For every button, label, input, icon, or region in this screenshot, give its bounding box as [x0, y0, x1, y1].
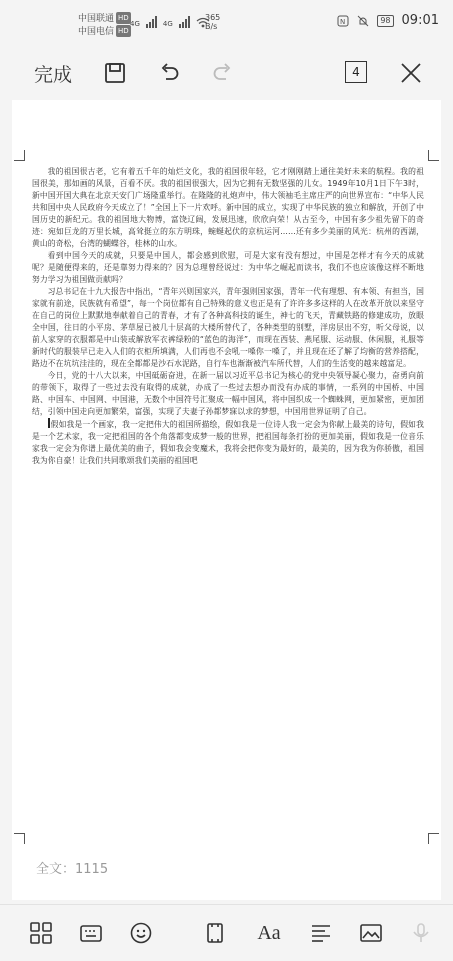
- paragraph: 习总书记在十九大报告中指出，“青年兴则国家兴，青年强则国家强，青年一代有理想、有本领、有担当，国家就有前途，民族就有希望”，每一个岗位都有自己特殊的意义也正是有了许许多多这样的人在改革开放以来坚守在自己的岗位上默默地奉献着自己的青春，才有了各种高科技的诞生，神七的飞天，青藏铁路的修建成功，放眼全中国，往日的小平房、茅草屋已被几十层高的大楼所替代了，各种类型的别墅，洋房层出不穷，听父母说，以前人家穿的衣服都是中山装或解放军衣裤绿粉的“蓝色的海洋”，而现在西装、燕尾服、运动服、休闲服，礼服等新时代的服装早已走入人们的衣柜所填满，人们再也不会吼一嗓你一嗓了，并且现在还了解了均衡的营养搭配，路边不在坑坑洼洼的，现在全都都是沙石水泥路，自行车也渐渐被汽车所代替，人们的生活变的越来越富足。: [32, 287, 424, 368]
- mic-icon[interactable]: [406, 918, 436, 948]
- document-page[interactable]: [12, 100, 441, 900]
- carrier-1: 中国联通: [78, 14, 115, 24]
- layout-icon[interactable]: [26, 918, 56, 948]
- paragraph: 我的祖国很古老，它有着五千年的灿烂文化，我的祖国很年轻，它才刚刚踏上通往美好未来的航程。我的祖国很美，那如画的风景，百看不厌。我的祖国很强大，因为它拥有无数坚强的儿女。1949年10月1日下午3时，新中国开国大典在北京天安门广场隆重举行。在隆隆的礼炮声中，伟大领袖毛主席庄严的向世界宣布：“中华人民共和国中央人民政府今天成立了！”全国上下一片欢呼。新中国的成立，实现了中华民族的独立和解放，开创了中国历史的新纪元。我的祖国地大物博，富饶辽阔，发展迅速，欣欣向荣！从古至今，中国有多少祖先留下的奇迹：宛如巨龙的万里长城，高耸挺立的东方明珠，蜿蜒起伏的京杭运河……还有多少美丽的风光：杭州的西湖，黄山的奇松，台湾的蝴蝶谷，桂林的山水。: [32, 167, 424, 248]
- paragraph: 今日，党的十八大以来，中国砥砺奋进，在新一届以习近平总书记为核心的党中央领导凝心聚力，奋勇向前的带领下，取得了一些过去没有取得的成就，办成了一些过去想办而没有办成的事情，一系列的中国桥、中国路、中国车、中国网、中国港，无数个中国符号汇聚成一幅中国风，将中国织成一个蜘蛛网，更加紧密，更加团结，引领中国走向更加繁荣，富强，实现了夫妻子孙都梦寐以求的梦想，中国用世界证明了自己。: [32, 371, 424, 416]
- signal-icons: [130, 16, 210, 28]
- signal-icon: [179, 16, 190, 28]
- svg-text:N: N: [340, 17, 346, 26]
- clock: 09:01: [401, 13, 439, 28]
- fullscreen-icon[interactable]: [200, 918, 230, 948]
- nfc-icon: [337, 15, 349, 27]
- font-icon[interactable]: Aa: [257, 921, 281, 944]
- network-type: 4G: [130, 20, 140, 28]
- battery-indicator: 98: [377, 15, 393, 27]
- mute-icon: [357, 15, 369, 27]
- text-cursor: [48, 418, 50, 428]
- crop-mark: [428, 150, 439, 161]
- undo-icon[interactable]: [154, 58, 184, 88]
- save-icon[interactable]: [100, 58, 130, 88]
- crop-mark: [428, 833, 439, 844]
- image-icon[interactable]: [356, 918, 386, 948]
- page-count-button[interactable]: 4: [345, 61, 367, 83]
- bottom-toolbar: [0, 904, 453, 961]
- hd-badge: HD: [118, 27, 129, 35]
- keyboard-icon[interactable]: [76, 918, 106, 948]
- network-type: 4G: [162, 20, 173, 28]
- paragraph-text: 假如我是一个画家，我一定把伟大的祖国所描绘，假如我是一位诗人我一定会为你献上最美的诗句，假如我是一个艺术家，我一定把祖国的各个角落都变成梦一般的世界，把祖国每条打扮的更加美丽，假如我是一位音乐家我一定会为你谱上最优美的曲子，假如我会变魔术，我将会把你变为最好的，最美的，因为我为你骄傲，祖国我为你自豪！让我们共同歌颂我们美丽的祖国吧: [32, 420, 424, 465]
- carrier-info: [78, 12, 131, 38]
- close-icon[interactable]: [396, 58, 426, 88]
- paragraph: [32, 418, 424, 467]
- editor-toolbar: [0, 44, 453, 104]
- paragraph: 看到中国今天的成就，只要是中国人，都会感到欣慰，可是大家有没有想过，中国是怎样才有今天的成就呢？是随便得来的，还是靠努力得来的？因为总理曾经说过：为中华之崛起而读书，我们不也应该像这样不断地努力学习为祖国做贡献吗？: [32, 251, 424, 284]
- done-button[interactable]: 完成: [34, 64, 73, 86]
- emoji-icon[interactable]: [126, 918, 156, 948]
- signal-icon: [146, 16, 157, 28]
- redo-icon[interactable]: [208, 58, 238, 88]
- status-bar: [0, 0, 453, 44]
- network-speed: 365 B/s: [205, 13, 221, 31]
- document-body[interactable]: [32, 166, 424, 467]
- hd-badge: HD: [118, 14, 129, 22]
- crop-mark: [14, 833, 25, 844]
- carrier-2: 中国电信: [78, 27, 115, 37]
- align-icon[interactable]: [306, 918, 336, 948]
- crop-mark: [14, 150, 25, 161]
- word-count: 全文：1115: [36, 862, 109, 877]
